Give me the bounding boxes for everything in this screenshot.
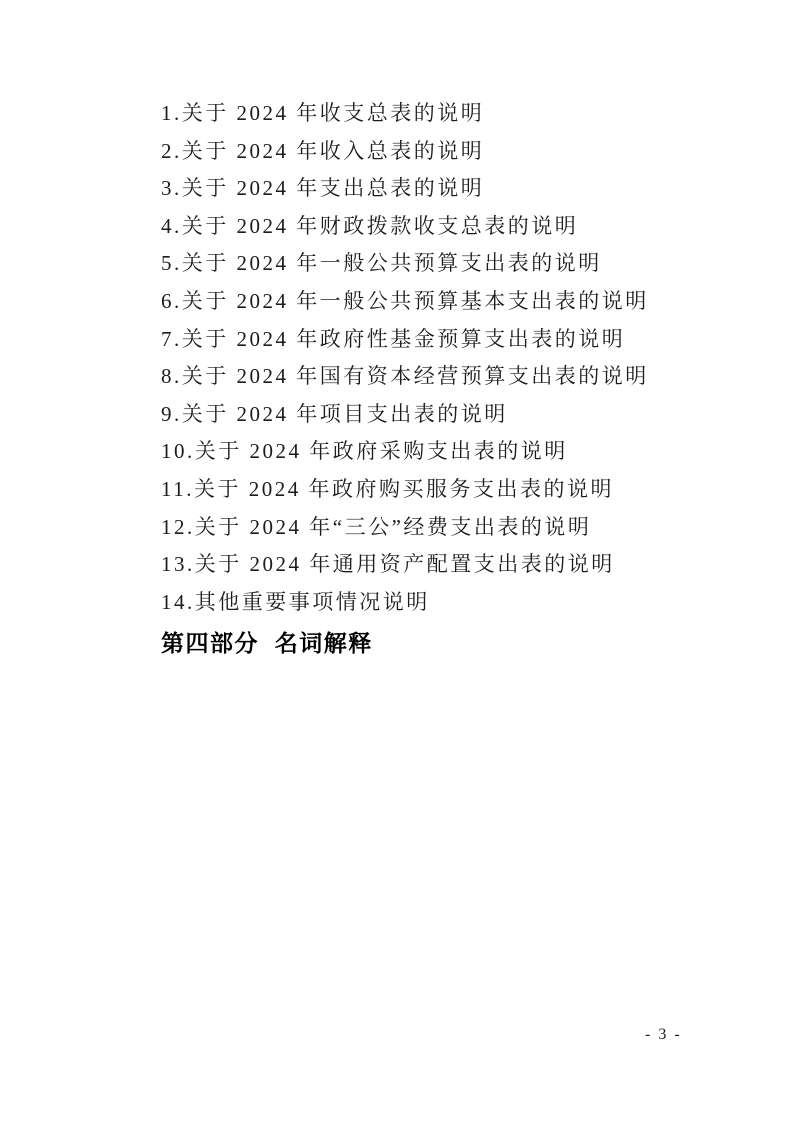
toc-item: 11.关于 2024 年政府购买服务支出表的说明 [161,476,614,501]
toc-item: 5.关于 2024 年一般公共预算支出表的说明 [161,251,602,276]
toc-item: 3.关于 2024 年支出总表的说明 [161,176,485,201]
toc-item: 10.关于 2024 年政府采购支出表的说明 [161,439,568,464]
table-of-contents [161,95,703,664]
toc-item: 6.关于 2024 年一般公共预算基本支出表的说明 [161,288,649,313]
toc-item: 2.关于 2024 年收入总表的说明 [161,138,485,163]
section-heading: 第四部分 名词解释 [161,630,373,657]
page-number: - 3 - [645,1026,682,1043]
toc-item: 9.关于 2024 年项目支出表的说明 [161,401,508,426]
toc-item: 1.关于 2024 年收支总表的说明 [161,101,485,125]
toc-item: 13.关于 2024 年通用资产配置支出表的说明 [161,552,615,577]
toc-item: 7.关于 2024 年政府性基金预算支出表的说明 [161,326,626,351]
toc-item: 12.关于 2024 年“三公”经费支出表的说明 [161,514,592,539]
toc-item: 4.关于 2024 年财政拨款收支总表的说明 [161,213,579,238]
toc-item: 14.其他重要事项情况说明 [161,589,430,614]
toc-item: 8.关于 2024 年国有资本经营预算支出表的说明 [161,364,649,389]
